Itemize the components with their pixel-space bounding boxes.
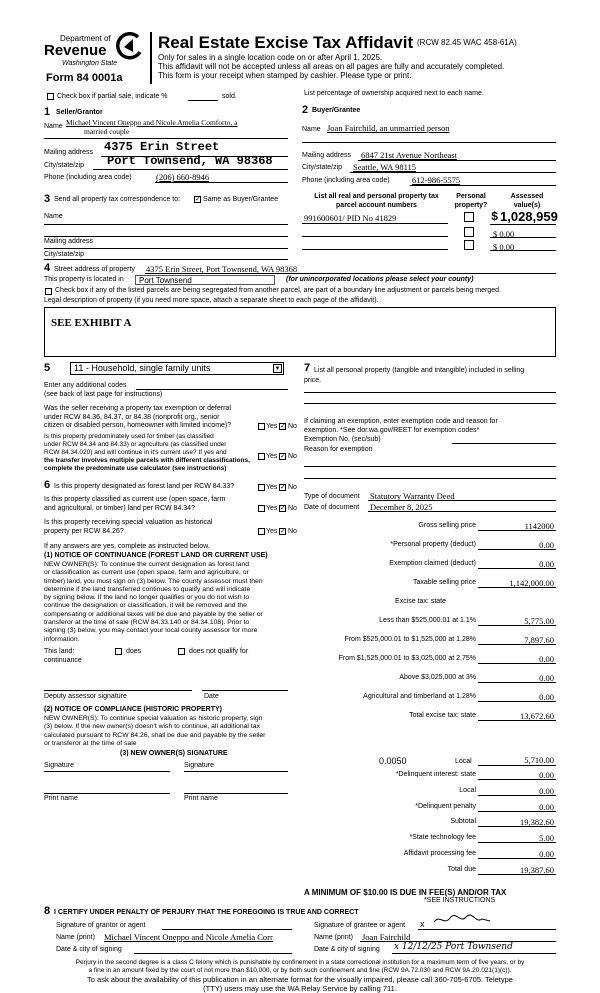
q-current-use: Is this property classified as current use (open space, farm and agricultural, or timber) land per RCW 84.34? bbox=[44, 496, 226, 512]
grantee-signature-icon bbox=[432, 912, 492, 928]
logo-name: Revenue bbox=[44, 42, 107, 59]
corr-city-label: City/state/zip bbox=[44, 251, 85, 258]
print-name-label-1: Print name bbox=[44, 795, 78, 802]
calc2-row-value-3[interactable]: 19,382.60 bbox=[520, 817, 554, 828]
street-label: Street address of property bbox=[54, 266, 135, 273]
calc2-row-label-4: *State technology fee bbox=[409, 834, 476, 842]
parcel-row-2-rule[interactable] bbox=[302, 236, 448, 237]
exemption-no-label: Exemption No. (sec/sub) bbox=[304, 436, 381, 443]
buyer-address[interactable]: 6847 21st Avenue Northeast bbox=[361, 150, 457, 160]
corr-name-rule-2 bbox=[44, 236, 288, 237]
partial-sale-suffix: sold. bbox=[222, 93, 237, 100]
grantee-sig-mark: x bbox=[420, 919, 425, 929]
buyer-name-rule bbox=[302, 142, 556, 143]
calc2-row-value-1[interactable]: 0.00 bbox=[539, 785, 554, 796]
located-label: This property is located in bbox=[44, 276, 124, 283]
codes-note: (see back of last page for instructions) bbox=[44, 391, 163, 398]
assessed-rule-1 bbox=[490, 224, 556, 225]
buyer-name[interactable]: Joan Fairchild, an unmarried person bbox=[327, 123, 450, 133]
grantor-sig-label: Signature of grantor or agent bbox=[56, 922, 146, 929]
exemption-no-rule[interactable] bbox=[452, 443, 556, 444]
print-name-label-2: Print name bbox=[184, 795, 218, 802]
notice1-text: NEW OWNER(S): To continue the current designation as forest land or classification as current use (open space, farm and agriculture, or timber) land, you must sign on (3) below. The county assessor must then determine if the land transferred continues to qualify and will indicate by signing below. If the land no longer qualifies or you do not wish to continue the designation or classification, it will be removed and the compensating or additional taxes will be due and payable by the seller or transferor at the time of sale (RCW 84.33.140 or 84.34.108). Prior to signing (3) below, you may contact your local county assessor for more information. bbox=[44, 561, 263, 643]
grantee-date-value[interactable]: x 12/12/25 Port Townsend bbox=[394, 942, 513, 952]
seller-city-rule bbox=[93, 169, 288, 170]
segregated-label: Check box if any of the listed parcels are being segregated from another parcel, are part of a boundary line adjustment or parcels being merged. bbox=[55, 287, 501, 294]
form-number: Form 84 0001a bbox=[46, 72, 123, 84]
notice2-title: (2) NOTICE OF COMPLIANCE (HISTORIC PROPERTY) bbox=[44, 706, 222, 713]
calc-row-label-0: Gross selling price bbox=[418, 522, 476, 529]
legal-label: Legal description of property (if you need more space, attach a separate sheet to each page of the affidavit). bbox=[44, 297, 379, 304]
partial-sale-label: Check box if partial sale, indicate % bbox=[57, 93, 168, 100]
calc2-row-value-6[interactable]: 19,387.60 bbox=[520, 864, 554, 875]
calc2-row-value-2[interactable]: 0.00 bbox=[539, 801, 554, 812]
calc-row-rule-7 bbox=[478, 663, 556, 664]
buyer-phone[interactable]: 612-986-5575 bbox=[412, 175, 461, 185]
calc2-row-value-4[interactable]: 5.00 bbox=[539, 833, 554, 844]
partial-sale-percent[interactable] bbox=[188, 100, 218, 101]
section-4-number: 4 bbox=[44, 262, 51, 274]
buyer-address-rule bbox=[358, 160, 556, 161]
signature-label-1: Signature bbox=[44, 762, 74, 769]
calc-row-label-10: Total excise tax: state bbox=[409, 712, 476, 719]
calc-row-rule-2 bbox=[478, 568, 556, 569]
local-value-rule bbox=[478, 765, 556, 766]
q-exemption-yes[interactable] bbox=[258, 423, 265, 430]
calc-row-value-8[interactable]: 0.00 bbox=[539, 673, 554, 683]
codes-label: Enter any additional codes bbox=[44, 382, 127, 389]
calc-row-label-4: Excise tax: state bbox=[395, 598, 446, 605]
buyer-phone-rule bbox=[410, 185, 556, 186]
calc2-row-label-1: Local bbox=[459, 786, 476, 794]
q-historic-yes[interactable] bbox=[258, 528, 265, 535]
deputy-sig-rule[interactable] bbox=[44, 690, 192, 691]
calc-row-value-6[interactable]: 7,897.60 bbox=[524, 635, 554, 645]
doc-date-rule bbox=[368, 511, 556, 512]
calc2-row-rule-5 bbox=[478, 858, 556, 859]
grantee-date-rule bbox=[392, 953, 556, 954]
q-forest-yes-label: Yes bbox=[266, 484, 278, 491]
section-5-number: 5 bbox=[44, 362, 51, 374]
q-current-use-yes-label: Yes bbox=[266, 505, 278, 512]
q-timber-no[interactable]: ✓ bbox=[280, 453, 286, 460]
section-3-number: 3 bbox=[44, 193, 51, 205]
assessed-value-2[interactable]: $ 0.00 bbox=[493, 229, 515, 239]
see-instructions: *SEE INSTRUCTIONS bbox=[424, 897, 496, 904]
q-forest: Is this property designated as forest land per RCW 84.33? bbox=[54, 483, 235, 490]
personal-property-checkbox-1[interactable] bbox=[464, 212, 474, 222]
deputy-date-label: Date bbox=[204, 693, 219, 700]
calc-row-label-8: Above $3,025,000 at 3% bbox=[399, 674, 476, 681]
q-forest-yes[interactable] bbox=[258, 484, 265, 491]
seller-heading: Seller/Grantor bbox=[56, 109, 103, 116]
q-current-use-no-label: No bbox=[288, 505, 297, 512]
parcel-header-personal: Personal property? bbox=[454, 193, 488, 209]
parcel-header-numbers: List all real and personal property tax parcel account numbers bbox=[314, 193, 439, 209]
q-timber: Is this property predominately used for timber (as classified under RCW 84.34 and 84.33) or agriculture (as classified under RCW 84.34.020) and will continue in it's current use? If yes and the transfer involves multiple parcels with different classifications, complete the predominate use calculator (see instructions) bbox=[44, 433, 250, 472]
logo-dept: Department of bbox=[60, 34, 111, 43]
signature-label-2: Signature bbox=[184, 762, 214, 769]
q-exemption-yes-label: Yes bbox=[266, 423, 278, 430]
calc-row-value-3[interactable]: 1,142,000.00 bbox=[509, 578, 554, 588]
section-8-number: 8 bbox=[44, 905, 51, 917]
buyer-phone-label: Phone (including area code) bbox=[302, 177, 390, 184]
calc2-row-rule-2 bbox=[478, 811, 556, 812]
dropdown-arrow-icon[interactable]: ▼ bbox=[274, 366, 281, 372]
new-owner-sig-2[interactable] bbox=[184, 771, 288, 772]
does-not-label: does not qualify for bbox=[189, 648, 249, 655]
seller-city-label: City/state/zip bbox=[44, 162, 85, 169]
parcel-row-3-rule[interactable] bbox=[302, 249, 448, 250]
calc-row-label-1: *Personal property (deduct) bbox=[390, 541, 476, 548]
if-yes-text: If any answers are yes, complete as instructed below. bbox=[44, 543, 210, 550]
q-current-use-yes[interactable] bbox=[258, 505, 265, 512]
parcel-header-assessed: Assessed value(s) bbox=[510, 193, 544, 209]
certify-heading: I CERTIFY UNDER PENALTY OF PERJURY THAT THE FOREGOING IS TRUE AND CORRECT bbox=[54, 909, 359, 916]
does-not-checkbox[interactable] bbox=[178, 648, 185, 655]
revenue-logo-icon bbox=[114, 32, 144, 62]
does-label: does bbox=[126, 648, 142, 655]
seller-name-line-1[interactable]: Michael Vincent Oneppo and Nicole Amelia Comforto, a bbox=[66, 118, 238, 127]
assessed-value-1[interactable]: 1,028,959 bbox=[500, 209, 558, 224]
personal-property-rule[interactable] bbox=[304, 392, 556, 393]
q-exemption-no[interactable]: ✓ bbox=[280, 423, 286, 430]
assessed-rule-2 bbox=[490, 237, 556, 238]
partial-sale-checkbox[interactable] bbox=[47, 93, 54, 100]
corr-city-rule[interactable] bbox=[44, 259, 288, 260]
calc-row-value-1[interactable]: 0.00 bbox=[539, 540, 554, 550]
codes-rule[interactable] bbox=[136, 389, 288, 390]
doc-date-label: Date of document bbox=[304, 504, 360, 511]
seller-phone[interactable]: (206) 660-8946 bbox=[156, 172, 210, 182]
perjury-statement: Perjury in the second degree is a class C felony which is punishable by confinement in a state correctional institution for a maximum term of five years, or by a fine in an amount fixed by the court of not more than $10,000, or by both such confinement and fine (RCW 9A.72.030 and RCW 9A.20.021(1)(c)). bbox=[75, 959, 525, 974]
street-value[interactable]: 4375 Erin Street, Port Townsend, WA 98368 bbox=[146, 264, 298, 274]
new-owner-sig-1[interactable] bbox=[44, 771, 170, 772]
doc-type-rule bbox=[368, 500, 556, 501]
minimum-due: A MINIMUM OF $10.00 IS DUE IN FEE(S) AND/OR TAX bbox=[304, 888, 507, 897]
corr-name-label: Name bbox=[44, 213, 63, 220]
buyer-name-label: Name bbox=[302, 126, 321, 133]
q-forest-no-label: No bbox=[288, 484, 297, 491]
alt-format: To ask about the availability of this publication in an alternate format for the visually impaired, please call 360-705-6705. Teletype (TTY) users may use the WA Relay Service by calling 711. bbox=[87, 975, 513, 993]
calc-row-value-5[interactable]: 5,775.00 bbox=[524, 616, 554, 626]
calc-row-rule-9 bbox=[478, 701, 556, 702]
parcel-number-1[interactable]: 991600601/ PID No 41829 bbox=[304, 213, 397, 223]
q-current-use-no[interactable]: ✓ bbox=[280, 505, 286, 512]
located-select[interactable]: Port Townsend bbox=[135, 275, 275, 285]
assessed-prefix-1: $ bbox=[491, 210, 499, 224]
q-timber-yes-label: Yes bbox=[266, 453, 278, 460]
notice1-title: (1) NOTICE OF CONTINUANCE (FOREST LAND OR CURRENT USE) bbox=[44, 552, 268, 559]
q-historic-no-label: No bbox=[288, 528, 297, 535]
header-divider bbox=[150, 32, 152, 84]
calc2-row-label-5: Affidavit processing fee bbox=[403, 850, 476, 857]
continuance-label: continuance bbox=[44, 657, 82, 664]
calc-row-value-2[interactable]: 0.00 bbox=[539, 559, 554, 569]
buyer-city-label: City/state/zip bbox=[302, 164, 343, 171]
same-as-buyer-label: Same as Buyer/Grantee bbox=[203, 196, 279, 203]
q-historic-yes-label: Yes bbox=[266, 528, 278, 535]
grantor-date-label: Date & city of signing bbox=[56, 946, 122, 953]
assessed-rule-3 bbox=[490, 250, 556, 251]
seller-name-rule bbox=[44, 138, 288, 139]
calc-row-rule-0 bbox=[478, 530, 556, 531]
calc2-row-label-3: Subtotal bbox=[450, 818, 476, 826]
corr-address-label: Mailing address bbox=[44, 238, 94, 245]
grantee-date-label: Date & city of signing bbox=[314, 946, 380, 953]
notice2-text: NEW OWNER(S): To continue special valuation as historic property, sign (3) below. If the new owner(s) doesn't wish to continue, all additional tax calculated pursuant to RCW 84.26, shall be due and payable by the seller or transferor at the time of sale bbox=[44, 715, 266, 747]
assessed-value-3[interactable]: $ 0.00 bbox=[493, 242, 515, 252]
calc-row-label-2: Exemption claimed (deduct) bbox=[389, 560, 476, 567]
exemption-text: If claiming an exemption, enter exemption code and reason for exemption. *See dor.wa.gov/REET for exemption codes* bbox=[304, 418, 498, 434]
intro-line-1: Only for sales in a single location code on or after April 1, 2025. bbox=[158, 53, 383, 62]
seller-name-label: Name bbox=[44, 123, 63, 130]
section-1-number: 1 bbox=[44, 106, 51, 118]
q-exemption: Was the seller receiving a property tax exemption or deferral under RCW 84.36, 84.37, or 84.38 (nonprofit org., senior citizen or disabled person, homeowner with limited income)? bbox=[44, 405, 232, 429]
citation: (RCW 82.45 WAC 458-61A) bbox=[417, 38, 517, 47]
q-timber-yes[interactable] bbox=[258, 453, 265, 460]
segregated-checkbox[interactable] bbox=[45, 288, 52, 295]
same-as-buyer-checkbox[interactable]: ✓ bbox=[195, 196, 201, 203]
calc-row-label-7: From $1,525,000.01 to $3,025,000 at 2.75% bbox=[338, 655, 476, 662]
reason-rule[interactable] bbox=[304, 466, 556, 467]
buyer-city-rule bbox=[350, 172, 556, 173]
corr-name-rule[interactable] bbox=[44, 224, 288, 225]
logo-state: Washington State bbox=[62, 60, 118, 67]
local-label: Local bbox=[455, 758, 472, 765]
personal-property-checkbox-3[interactable] bbox=[464, 240, 474, 250]
use-code-value: 11 - Household, single family units bbox=[74, 363, 211, 373]
section-7-number: 7 bbox=[304, 362, 311, 374]
personal-property-rule-2[interactable] bbox=[304, 403, 556, 404]
grantee-sig-label: Signature of grantee or agent bbox=[314, 922, 406, 929]
ownership-note: List percentage of ownership acquired next to each name. bbox=[304, 90, 484, 97]
calc-row-label-5: Less than $525,000.01 at 1.1% bbox=[379, 617, 476, 624]
calc-row-rule-3 bbox=[478, 587, 556, 588]
calc-row-label-3: Taxable selling price bbox=[412, 579, 476, 586]
calc2-row-rule-3 bbox=[478, 826, 556, 827]
calc-row-rule-10 bbox=[478, 720, 556, 721]
deputy-date-rule[interactable] bbox=[202, 690, 288, 691]
grantor-name-label: Name (print) bbox=[56, 934, 95, 941]
buyer-city[interactable]: Seattle, WA 98115 bbox=[353, 162, 417, 172]
seller-name-line-2[interactable]: married couple bbox=[84, 127, 130, 136]
parcel-row-1-rule bbox=[302, 223, 448, 224]
street-rule bbox=[145, 273, 556, 274]
calc2-row-label-0: *Delinquent interest: state bbox=[395, 771, 476, 778]
seller-phone-label: Phone (including area code) bbox=[44, 174, 132, 181]
personal-property-text: List all personal property (tangible and intangible) included in selling price. bbox=[304, 367, 525, 384]
reason-rule-2[interactable] bbox=[304, 478, 556, 479]
grantee-name[interactable]: Joan Fairchild bbox=[362, 932, 411, 942]
reason-label: Reason for exemption bbox=[304, 446, 373, 453]
section-2-number: 2 bbox=[302, 104, 309, 116]
intro-line-2: This affidavit will not be accepted unless all areas on all pages are fully and accurately completed. bbox=[158, 62, 505, 71]
calc2-row-rule-1 bbox=[478, 795, 556, 796]
calc-row-value-10[interactable]: 13,672.60 bbox=[520, 711, 554, 721]
form-title: Real Estate Excise Tax Affidavit bbox=[158, 33, 414, 52]
print-name-rule-1[interactable] bbox=[44, 793, 170, 794]
q-historic-no[interactable]: ✓ bbox=[280, 528, 286, 535]
q-forest-no[interactable]: ✓ bbox=[280, 484, 286, 491]
calc-row-rule-8 bbox=[478, 682, 556, 683]
legal-description: SEE EXHIBIT A bbox=[51, 317, 132, 329]
grantor-sig-rule[interactable] bbox=[162, 929, 292, 930]
calc-row-label-9: Agricultural and timberland at 1.28% bbox=[363, 693, 476, 700]
calc-row-rule-1 bbox=[478, 549, 556, 550]
personal-property-checkbox-2[interactable] bbox=[464, 227, 474, 237]
calc2-row-label-2: *Delinquent penalty bbox=[415, 802, 476, 810]
calc-row-value-7[interactable]: 0.00 bbox=[539, 654, 554, 664]
local-rate[interactable]: 0.0050 bbox=[379, 756, 407, 766]
seller-phone-rule bbox=[155, 182, 288, 183]
legal-description-box[interactable] bbox=[44, 307, 556, 357]
calc2-row-label-6: Total due bbox=[447, 865, 476, 873]
doc-date[interactable]: December 8, 2025 bbox=[370, 502, 433, 512]
calc-row-value-0[interactable]: 1142000 bbox=[524, 521, 554, 531]
this-land-label: This land: bbox=[44, 648, 75, 655]
calc2-row-rule-0 bbox=[478, 779, 556, 780]
q-timber-no-label: No bbox=[288, 453, 297, 460]
doc-type[interactable]: Statutory Warranty Deed bbox=[370, 491, 455, 501]
new-owner-signature-title: (3) NEW OWNER(S) SIGNATURE bbox=[120, 750, 228, 757]
calc-row-value-9[interactable]: 0.00 bbox=[539, 692, 554, 702]
calc2-row-rule-4 bbox=[478, 842, 556, 843]
corr-address-rule[interactable] bbox=[44, 248, 288, 249]
calc2-row-value-5[interactable]: 0.00 bbox=[539, 849, 554, 859]
q-exemption-no-label: No bbox=[288, 423, 297, 430]
seller-city[interactable]: Port Townsend, WA 98368 bbox=[107, 154, 273, 168]
local-value[interactable]: 5,710.00 bbox=[524, 755, 554, 765]
calc-row-label-6: From $525,000.01 to $1,525,000 at 1.28% bbox=[344, 636, 476, 643]
seller-address-label: Mailing address bbox=[44, 149, 94, 156]
seller-address[interactable]: 4375 Erin Street bbox=[104, 140, 220, 154]
buyer-heading: Buyer/Grantee bbox=[312, 107, 361, 114]
print-name-rule-2[interactable] bbox=[184, 793, 288, 794]
located-note: (for unincorporated locations please select your county) bbox=[286, 276, 474, 283]
doc-type-label: Type of document bbox=[304, 493, 360, 500]
grantee-sig-rule[interactable] bbox=[418, 929, 556, 930]
grantor-name[interactable]: Michael Vincent Oneppo and Nicole Amelia Corr bbox=[104, 932, 273, 942]
calc2-row-value-0[interactable]: 0.00 bbox=[539, 770, 554, 780]
calc-row-rule-6 bbox=[478, 644, 556, 645]
does-checkbox[interactable] bbox=[115, 648, 122, 655]
grantee-name-label: Name (print) bbox=[314, 934, 353, 941]
correspondence-text: Send all property tax correspondence to: bbox=[54, 196, 181, 203]
intro-line-3: This form is your receipt when stamped by cashier. Please type or print. bbox=[158, 71, 412, 80]
q-historic: Is this property receiving special valuation as historical property per RCW 84.26? bbox=[44, 519, 213, 535]
use-code-select[interactable] bbox=[70, 362, 284, 375]
buyer-address-label: Mailing address bbox=[302, 152, 352, 159]
calc2-row-rule-6 bbox=[478, 874, 556, 875]
calc-row-rule-5 bbox=[478, 625, 556, 626]
deputy-label: Deputy assessor signature bbox=[44, 693, 127, 700]
section-6-number: 6 bbox=[44, 479, 51, 491]
grantor-date-rule[interactable] bbox=[134, 953, 292, 954]
